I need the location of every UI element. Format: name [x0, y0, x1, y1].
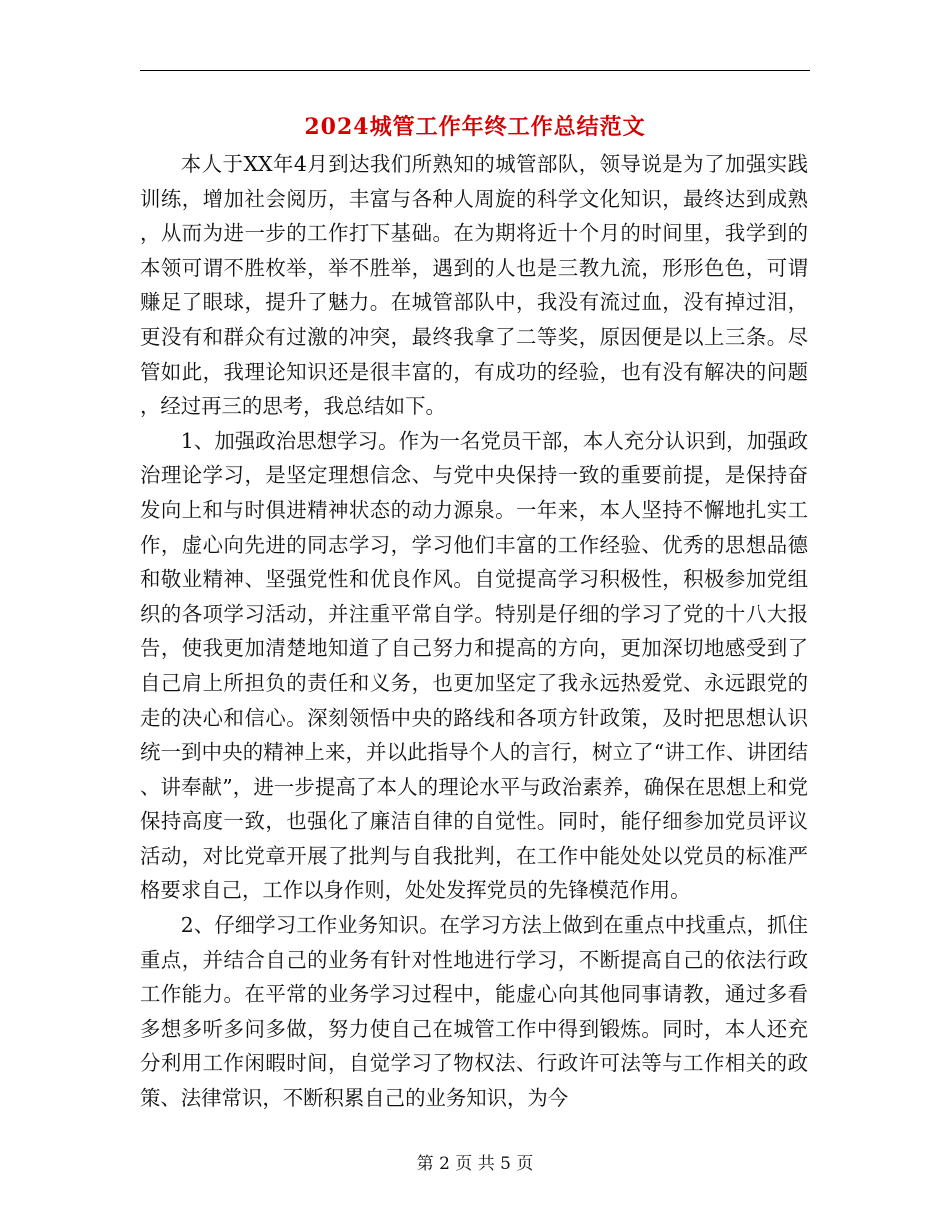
paragraph-political-study: 1、加强政治思想学习。作为一名党员干部，本人充分认识到，加强政治理论学习，是坚定理想信念、与党中央保持一致的重要前提，是保持奋发向上和与时俱进精神状态的动力源泉。一年来，本人坚持不懈地扎实工作，虚心向先进的同志学习，学习他们丰富的工作经验、优秀的思想品德和敬业精神、坚强党性和优良作风。自觉提高学习积极性，积极参加党组织的各项学习活动，并注重平常自学。特别是仔细的学习了党的十八大报告，使我更加清楚地知道了自己努力和提高的方向，更加深切地感受到了自己肩上所担负的责任和义务，也更加坚定了我永远热爱党、永远跟党的走的决心和信心。深刻领悟中央的路线和各项方针政策，及时把思想认识统一到中央的精神上来，并以此指导个人的言行，树立了“讲工作、讲团结、讲奉献”，进一步提高了本人的理论水平与政治素养，确保在思想上和党保持高度一致，也强化了廉洁自律的自觉性。同时，能仔细参加党员评议活动，对比党章开展了批判与自我批判，在工作中能处处以党员的标准严格要求自己，工作以身作则，处处发挥党员的先锋模范作用。: [140, 428, 808, 903]
page-number: 第 2 页 共 5 页: [416, 1154, 534, 1174]
document-title: 2024城管工作年终工作总结范文: [304, 114, 646, 140]
document-body: [140, 147, 808, 1116]
paragraph-intro: 本人于XX年4月到达我们所熟知的城管部队，领导说是为了加强实践训练，增加社会阅历，丰富与各种人周旋的科学文化知识，最终达到成熟，从而为进一步的工作打下基础。在为期将近十个月的时间里，我学到的本领可谓不胜枚举，举不胜举，遇到的人也是三教九流，形形色色，可谓赚足了眼球，提升了魅力。在城管部队中，我没有流过血，没有掉过泪，更没有和群众有过激的冲突，最终我拿了二等奖，原因便是以上三条。尽管如此，我理论知识还是很丰富的，有成功的经验，也有没有解决的问题，经过再三的思考，我总结如下。: [140, 152, 808, 419]
header-rule: [140, 70, 810, 71]
paragraph-business-study: 2、仔细学习工作业务知识。在学习方法上做到在重点中找重点，抓住重点，并结合自己的业务有针对性地进行学习，不断提高自己的依法行政工作能力。在平常的业务学习过程中，能虚心向其他同事请教，通过多看多想多听多问多做，努力使自己在城管工作中得到锻炼。同时，本人还充分利用工作闲暇时间，自觉学习了物权法、行政许可法等与工作相关的政策、法律常识，不断积累自己的业务知识，为今: [140, 913, 808, 1111]
